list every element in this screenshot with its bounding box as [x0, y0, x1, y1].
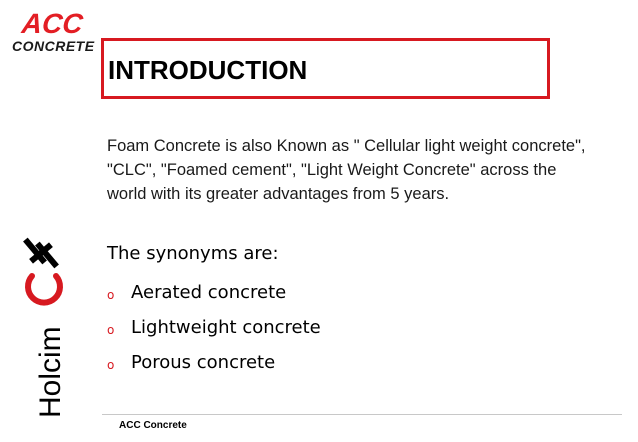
- title-box: [101, 38, 550, 99]
- synonym-text: Aerated concrete: [131, 281, 287, 303]
- bullet-icon: o: [107, 287, 115, 302]
- footer-divider: [102, 414, 622, 415]
- synonym-text: Porous concrete: [131, 351, 276, 373]
- bullet-icon: o: [107, 357, 115, 372]
- footer-label: ACC Concrete: [119, 420, 187, 431]
- intro-paragraph: Foam Concrete is also Known as " Cellular light weight concrete", "CLC", "Foamed cement", "Light Weight Concrete" across the world with its greater advantages from 5 years.: [107, 137, 586, 203]
- acc-logo: [12, 10, 96, 58]
- page-title: INTRODUCTION: [108, 55, 308, 85]
- bullet-icon: o: [107, 322, 115, 337]
- list-item: [107, 275, 321, 310]
- list-item: [107, 310, 321, 345]
- synonyms-heading: The synonyms are:: [107, 243, 279, 264]
- holcim-logo: [18, 232, 70, 422]
- list-item: [107, 345, 321, 380]
- synonyms-list: [107, 275, 321, 380]
- acc-logo-concrete: CONCRETE: [12, 38, 95, 54]
- synonym-text: Lightweight concrete: [131, 316, 321, 338]
- acc-logo-letters: ACC: [20, 8, 85, 39]
- holcim-logo-text: Holcim: [34, 326, 67, 418]
- holcim-logo-graphic: [18, 232, 70, 422]
